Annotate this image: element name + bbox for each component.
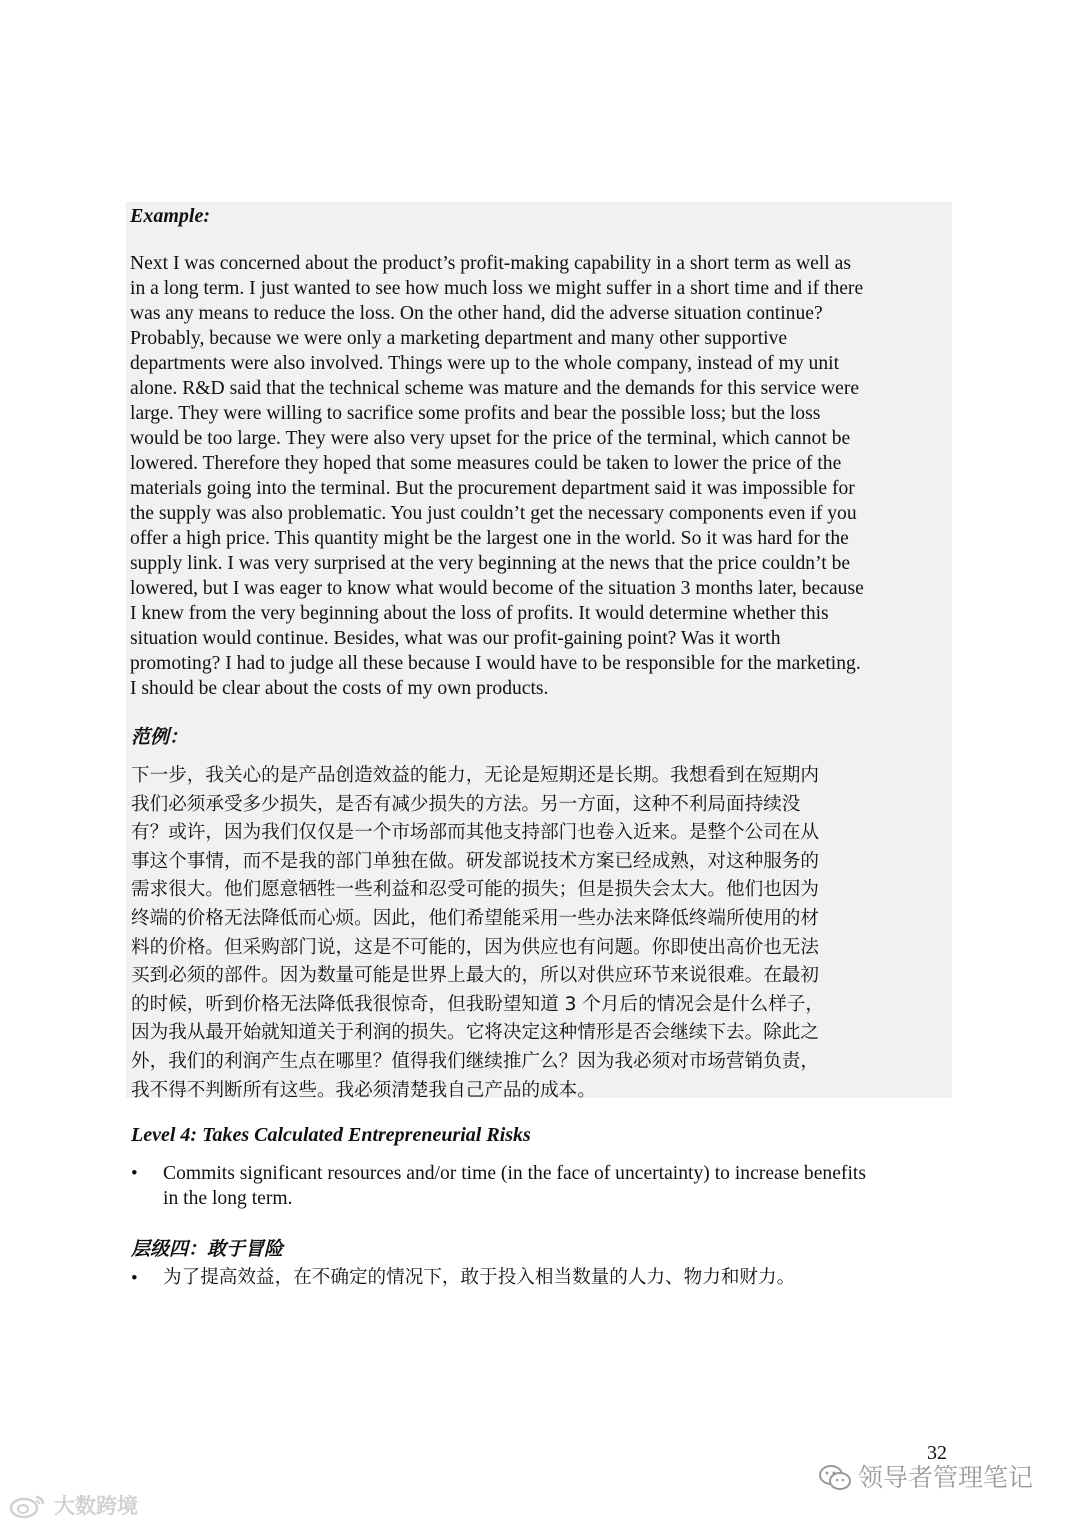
wechat-icon <box>818 1464 852 1492</box>
example-paragraph-cn: 下一步，我关心的是产品创造效益的能力，无论是短期还是长期。我想看到在短期内 我们必须承受多少损失，是否有减少损失的方法。另一方面，这种不利局面持续没 有？或许，因为我们仅仅是一个市场部而其他支持部门也卷入近来。是整个公司在从 事这个事情，而不是我的部门单独在做。研发部说技术方案已经成熟，对这种服务的 需求很大。他们愿意牺牲一些利益和忍受可能的损失；但是损失会太大。他们也因为 终端的价格无法降低而心烦。因此，他们希望能采用一些办法来降低终端所使用的材 料的价格。但采购部门说，这是不可能的，因为供应也有问题。你即使出高价也无法 买到必须的部件。因为数量可能是世界上最大的，所以对供应环节来说很难。在最初 的时候，听到价格无法降低我很惊奇，但我盼望知道 3 个月后的情况会是什么样子， 因为我从最开始就知道关于利润的损失。它将决定这种情形是否会继续下去。除此之 外，我们的利润产生点在哪里？值得我们继续推广么？因为我必须对市场营销负责， 我不得不判断所有这些。我必须清楚我自己产品的成本。 <box>131 765 825 1101</box>
level4-heading-en: Level 4: Takes Calculated Entrepreneurial Risks <box>131 1124 531 1146</box>
level4-heading-cn: 层级四：敢于冒险 <box>131 1238 284 1260</box>
page-number: 32 <box>927 1442 947 1464</box>
level4-bullet-en: Commits significant resources and/or time (in the face of uncertainty) to increase benefits in the long term. <box>163 1163 866 1209</box>
watermark-weibo <box>8 1492 138 1520</box>
example-heading-cn: 范例： <box>131 726 189 748</box>
watermark-weibo-text: 大数跨境 <box>54 1494 138 1518</box>
watermark-wechat-text: 领导者管理笔记 <box>858 1463 1034 1492</box>
watermark-wechat <box>818 1462 1033 1494</box>
example-paragraph-en: Next I was concerned about the product’s profit-making capability in a short term as well as in a long term. I just wanted to see how much loss we might suffer in a short time and if there was any means to reduce the loss. On the other hand, did the adverse situation continue? Probably, because we were only a marketing department and many other supportive departments were also involved. Things were up to the whole company, instead of my unit alone. R&D said that the technical scheme was mature and the demands for this service were large. They were willing to sacrifice some profits and bear the possible loss; but the loss would be too large. They were also very upset for the price of the terminal, which cannot be lowered. Therefore they hoped that some measures could be taken to lower the price of the materials going into the terminal. But the procurement department said it was impossible for the supply was also problematic. You just couldn’t get the necessary components even if you offer a high price. This quantity might be the largest one in the world. So it was hard for the supply link. I was very surprised at the very beginning at the news that the price couldn’t be lowered, but I was eager to know what would become of the situation 3 months later, because I knew from the very beginning about the loss of profits. It would determine whether this situation would continue. Besides, what was our profit-gaining point? Was it worth promoting? I had to judge all these because I would have to be responsible for the marketing. I should be clear about the costs of my own products. <box>130 253 864 699</box>
example-heading-en: Example: <box>130 205 210 227</box>
bullet-marker-cn: • <box>131 1268 138 1289</box>
bullet-marker-en: • <box>131 1163 138 1184</box>
weibo-icon <box>8 1493 48 1519</box>
level4-bullet-cn: 为了提高效益，在不确定的情况下，敢于投入相当数量的人力、物力和财力。 <box>163 1267 796 1288</box>
